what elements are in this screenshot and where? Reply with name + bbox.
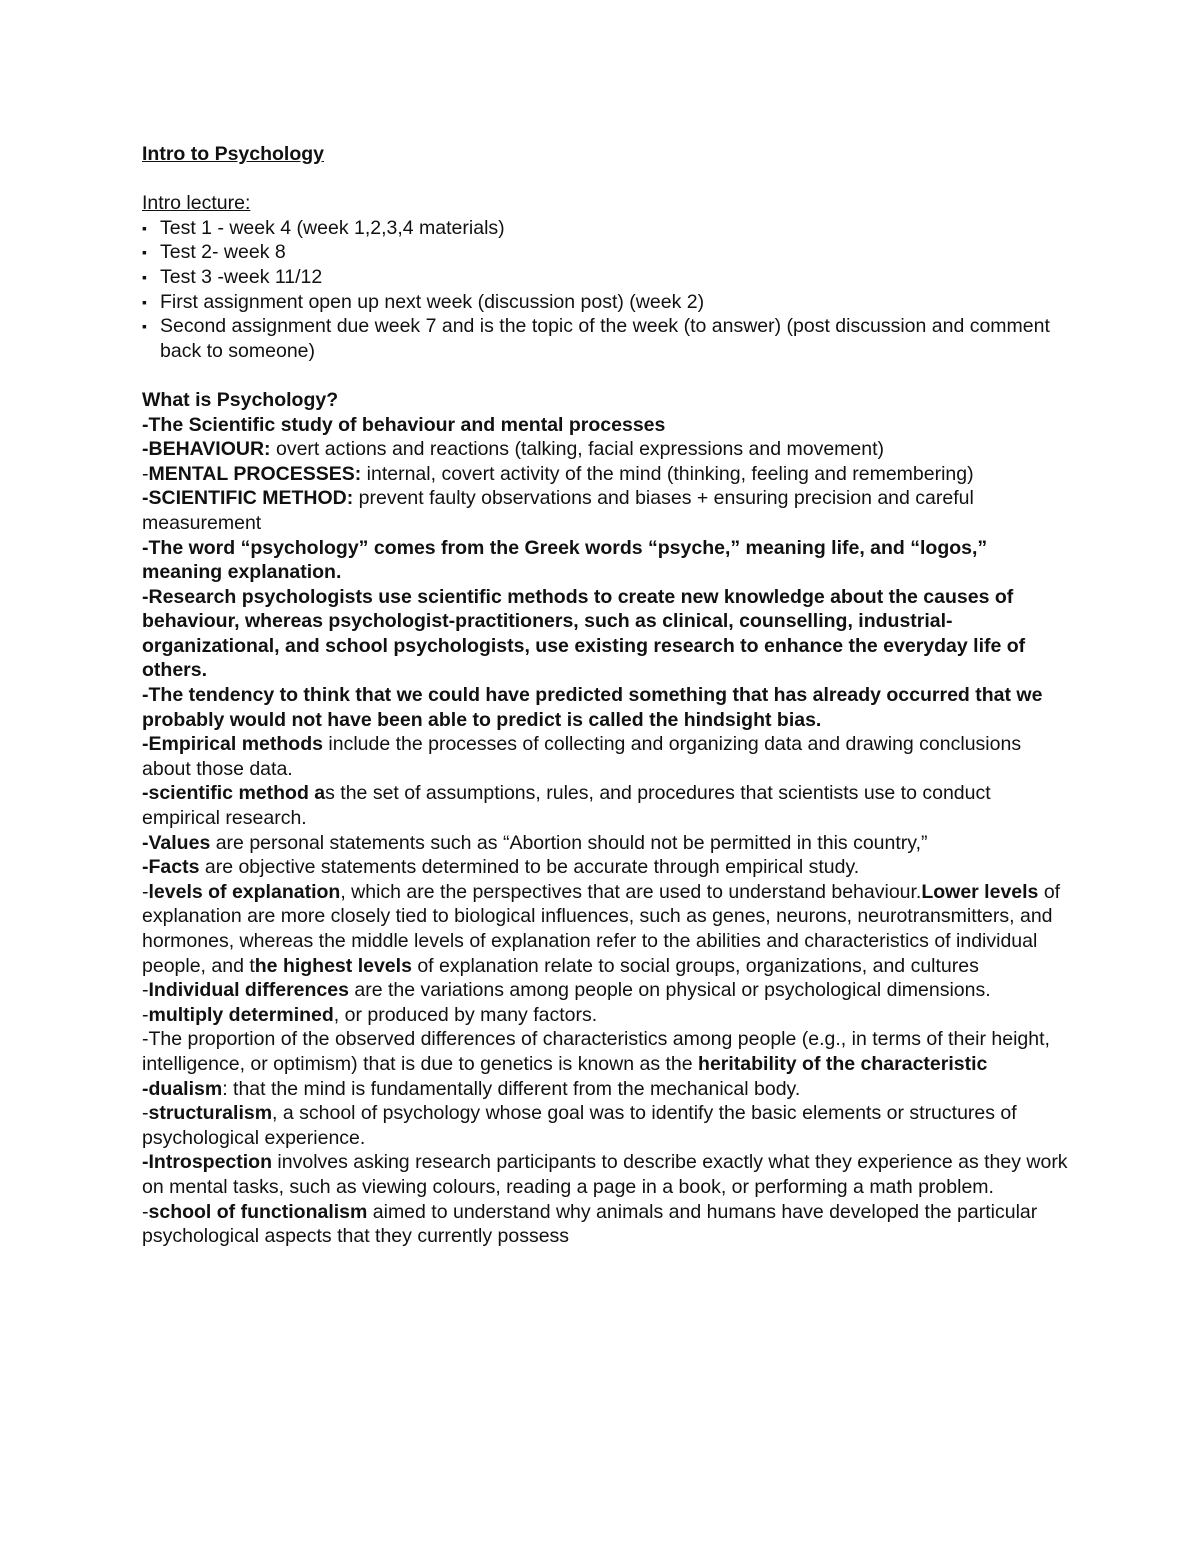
- document-title: Intro to Psychology: [142, 143, 325, 165]
- intro-lecture-list: [142, 216, 1070, 364]
- list-item: ▪ Second assignment due week 7 and is the topic of the week (to answer) (post discussion and comment back to someone): [142, 314, 1070, 363]
- plain-text: overt actions and reactions (talking, facial expressions and movement): [270, 438, 885, 461]
- bold-term: -scientific method a: [142, 782, 326, 805]
- bold-term: -BEHAVIOUR:: [142, 438, 271, 461]
- note-paragraph: [142, 1027, 1070, 1076]
- bold-term: -Facts: [142, 856, 200, 879]
- plain-text: -: [142, 1003, 149, 1026]
- plain-text: are the variations among people on physical or psychological dimensions.: [348, 979, 991, 1002]
- plain-text: -The proportion of the observed differences of characteristics among people (e.g., in terms of their height, intelligence, or optimism) that is due to genetics is known as the: [142, 1028, 1050, 1075]
- note-paragraph: [142, 1150, 1070, 1199]
- bold-term: Individual differences: [148, 979, 349, 1002]
- plain-text: , or produced by many factors.: [333, 1003, 598, 1026]
- plain-text: , a school of psychology whose goal was to identify the basic elements or structures of psychological experience.: [142, 1102, 1017, 1149]
- note-paragraph: [142, 1200, 1070, 1249]
- note-paragraph: [142, 1003, 1070, 1028]
- plain-text: -: [142, 979, 149, 1002]
- bold-term: structuralism: [148, 1102, 273, 1125]
- bold-term: -Research psychologists use scientific methods to create new knowledge about the causes of behaviour, whereas psychologist-practitioners, such as clinical, counselling, industrial-organizational, and school psychologists, use existing research to enhance the everyday life of others.: [142, 585, 1026, 682]
- bold-term: school of functionalism: [148, 1200, 368, 1223]
- note-paragraph: [142, 831, 1070, 856]
- bold-term: multiply determined: [148, 1003, 334, 1026]
- note-paragraph: [142, 1077, 1070, 1102]
- bold-term: -Values: [142, 831, 211, 854]
- bold-term: Lower levels: [921, 880, 1039, 903]
- notes-body: [142, 413, 1070, 1249]
- spacer: [142, 167, 1070, 192]
- list-item: ▪ Test 3 -week 11/12: [142, 265, 1070, 290]
- section-heading: What is Psychology?: [142, 388, 339, 411]
- list-item: ▪ Test 1 - week 4 (week 1,2,3,4 materials): [142, 216, 1070, 241]
- plain-text: -: [142, 880, 149, 903]
- bold-term: -The word “psychology” comes from the Greek words “psyche,” meaning life, and “logos,” meaning explanation.: [142, 536, 988, 584]
- bold-term: heritability of the characteristic: [698, 1052, 988, 1075]
- plain-text: -: [142, 462, 149, 485]
- bold-term: -Empirical methods: [142, 733, 323, 756]
- note-paragraph: [142, 880, 1070, 978]
- note-paragraph: [142, 585, 1070, 683]
- plain-text: -: [142, 1200, 149, 1223]
- note-paragraph: [142, 781, 1070, 830]
- bold-term: MENTAL PROCESSES:: [148, 462, 362, 485]
- note-paragraph: [142, 1101, 1070, 1150]
- bold-term: -dualism: [142, 1077, 223, 1100]
- note-paragraph: [142, 536, 1070, 585]
- bold-term: -The tendency to think that we could have predicted something that has already occurred that we probably would not have been able to predict is called the hindsight bias.: [142, 684, 1043, 731]
- plain-text: are personal statements such as “Abortion should not be permitted in this country,”: [210, 831, 928, 854]
- plain-text: prevent faulty observations and biases + ensuring precision and careful measurement: [142, 487, 974, 534]
- plain-text: internal, covert activity of the mind (thinking, feeling and remembering): [361, 462, 974, 485]
- bold-term: -Introspection: [142, 1151, 272, 1174]
- intro-lecture-label: Intro lecture:: [142, 192, 251, 215]
- note-paragraph: [142, 855, 1070, 880]
- note-paragraph: [142, 462, 1070, 487]
- plain-text: aimed to understand why animals and humans have developed the particular psychological aspects that they currently possess: [142, 1200, 1038, 1248]
- note-paragraph: [142, 437, 1070, 462]
- plain-text: -: [142, 1102, 149, 1125]
- list-item: ▪ First assignment open up next week (discussion post) (week 2): [142, 290, 1070, 315]
- bold-term: -The Scientific study of behaviour and mental processes: [142, 413, 666, 436]
- plain-text: of explanation relate to social groups, organizations, and cultures: [411, 954, 979, 977]
- plain-text: : that the mind is fundamentally different from the mechanical body.: [222, 1077, 801, 1100]
- list-item: ▪ Test 2- week 8: [142, 240, 1070, 265]
- note-paragraph: [142, 413, 1070, 438]
- note-paragraph: [142, 683, 1070, 732]
- note-paragraph: [142, 978, 1070, 1003]
- plain-text: are objective statements determined to be accurate through empirical study.: [199, 856, 860, 879]
- plain-text: s the set of assumptions, rules, and procedures that scientists use to conduct empirical research.: [142, 782, 991, 830]
- plain-text: , which are the perspectives that are used to understand behaviour.: [340, 880, 922, 903]
- note-paragraph: [142, 486, 1070, 535]
- bold-term: levels of explanation: [148, 880, 341, 903]
- plain-text: include the processes of collecting and organizing data and drawing conclusions about those data.: [142, 733, 1022, 780]
- spacer: [142, 363, 1070, 388]
- bold-term: he highest levels: [254, 954, 412, 977]
- plain-text: of explanation are more closely tied to biological influences, such as genes, neurons, neurotransmitters, and hormones, whereas the middle levels of explanation refer to the abilities and characteristics of individual people, and t: [142, 880, 1061, 977]
- plain-text: involves asking research participants to describe exactly what they experience as they work on mental tasks, such as viewing colours, reading a page in a book, or performing a math problem.: [142, 1151, 1068, 1198]
- note-paragraph: [142, 732, 1070, 781]
- bold-term: -SCIENTIFIC METHOD:: [142, 487, 354, 510]
